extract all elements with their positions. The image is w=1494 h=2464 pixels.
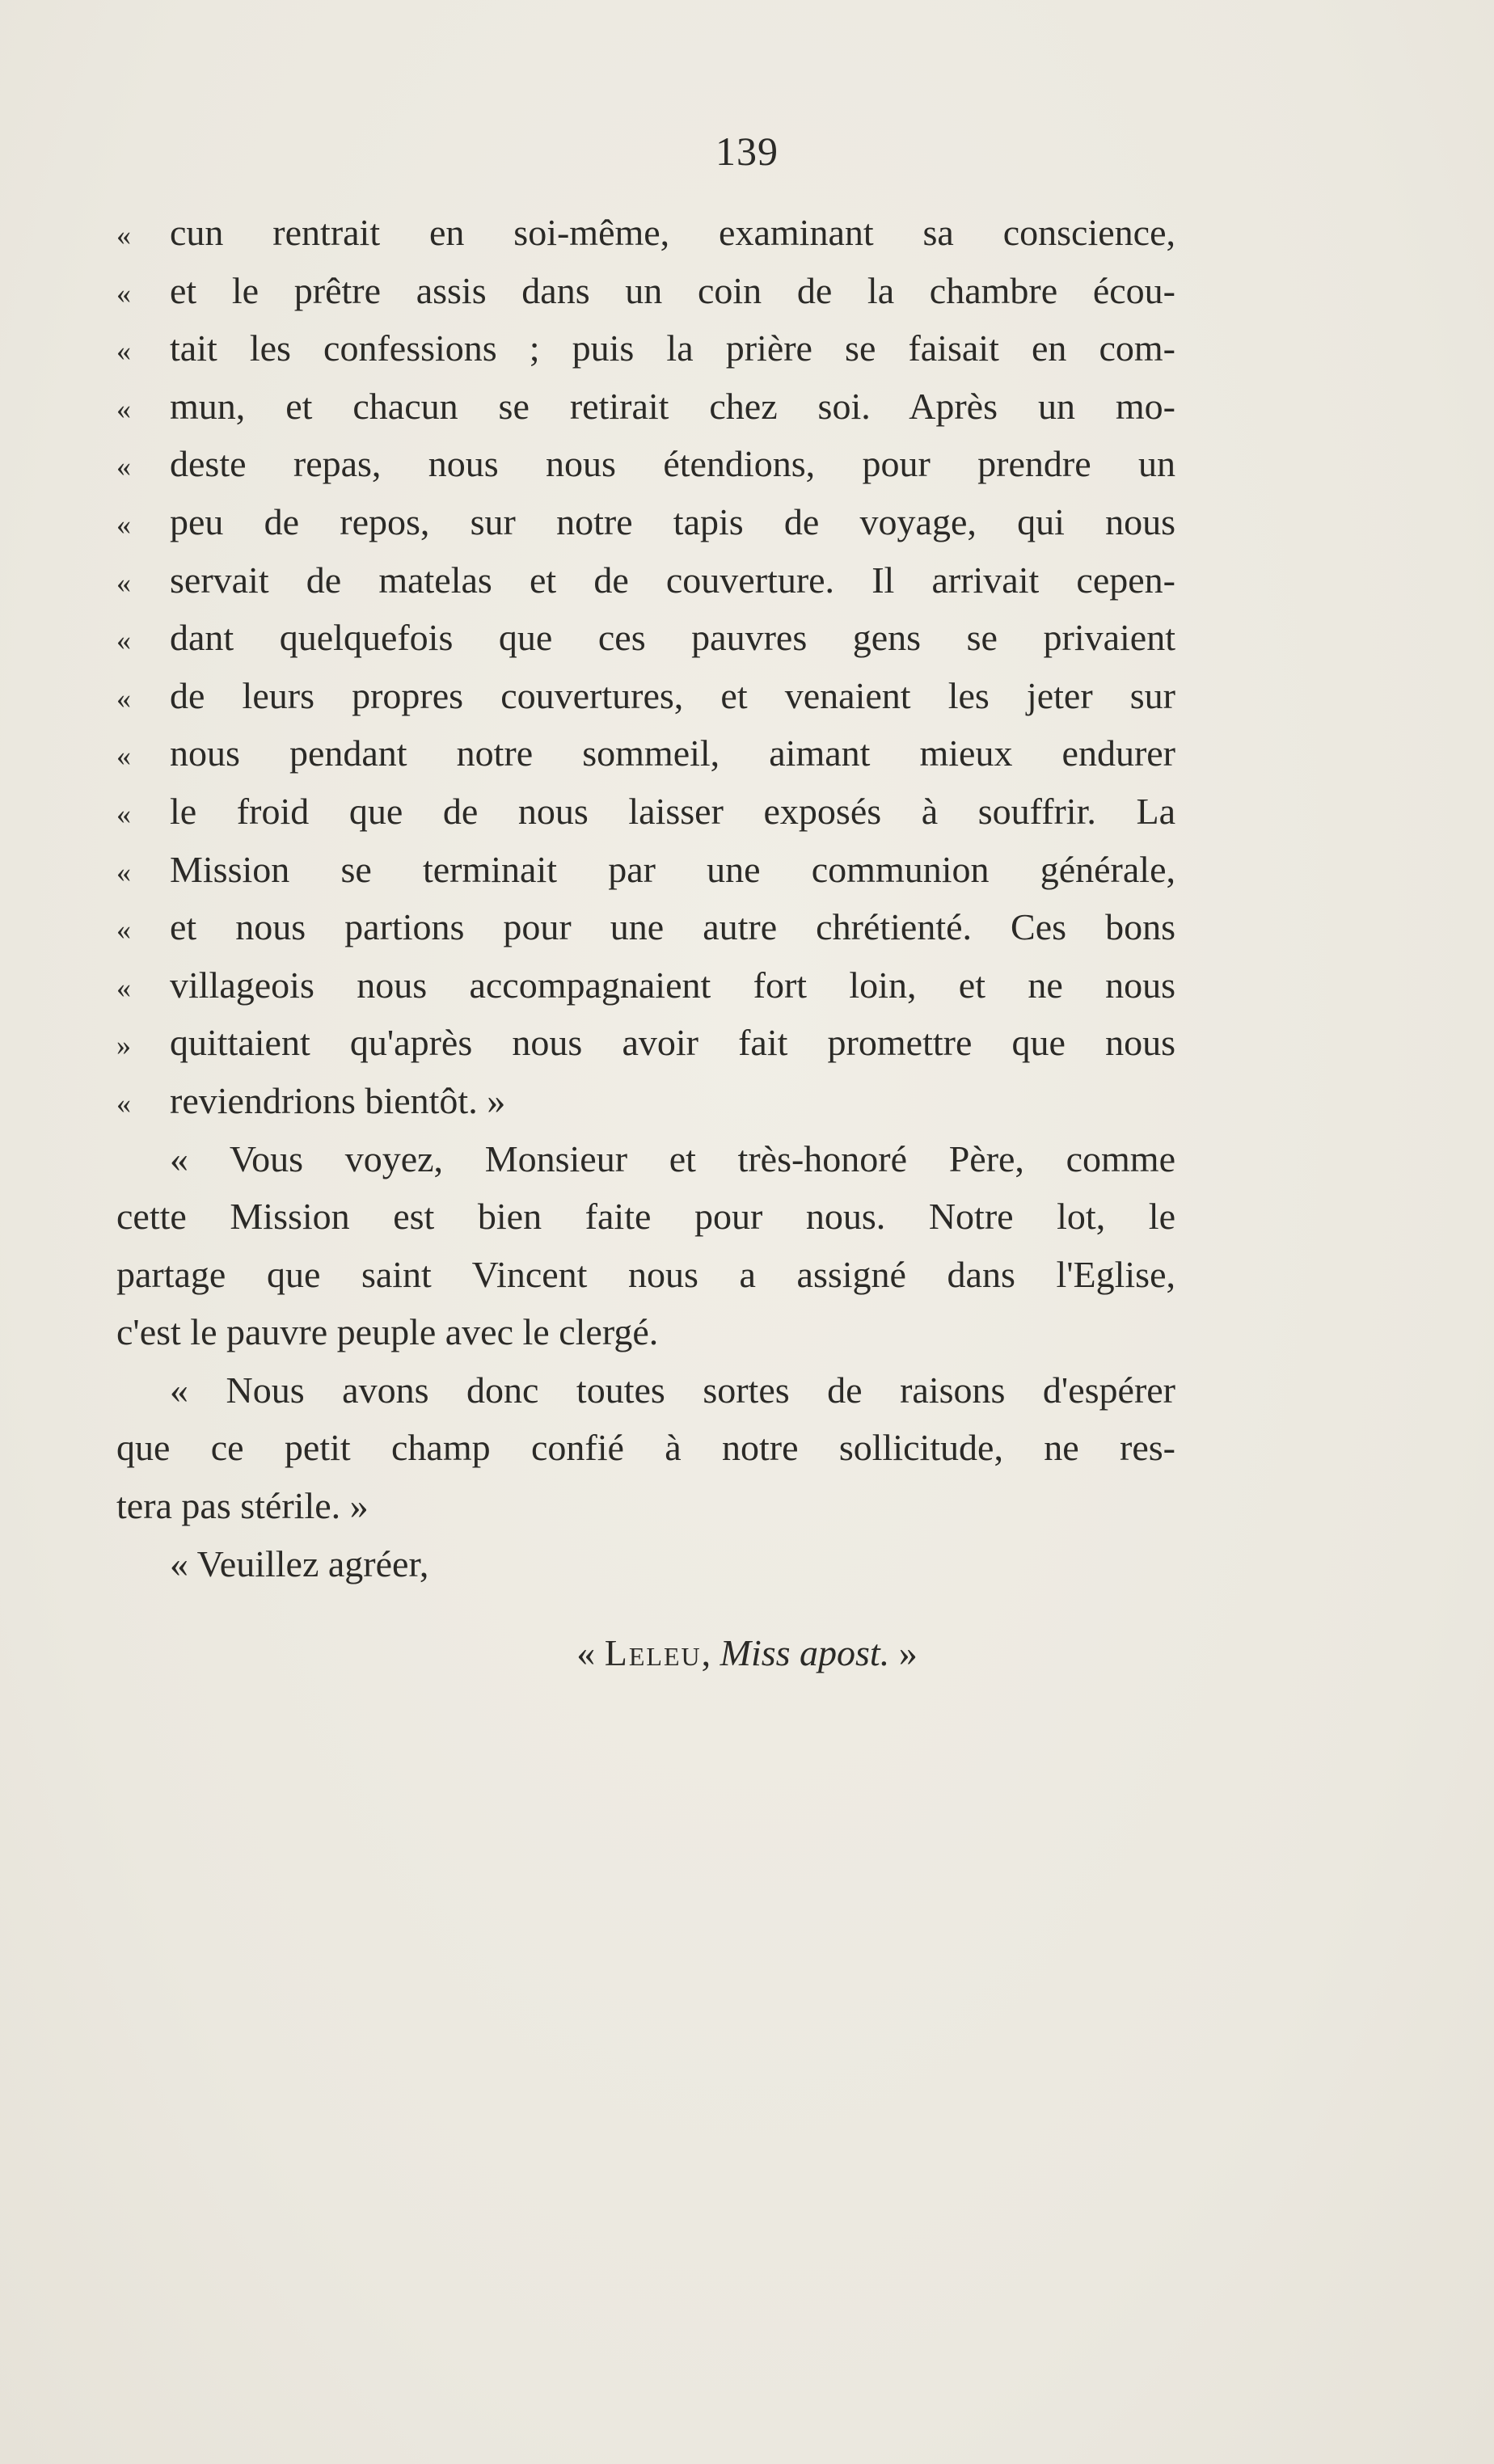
signature-title: Miss apost. xyxy=(720,1632,890,1673)
line-text: dant quelquefois que ces pauvres gens se privaient xyxy=(170,617,1175,659)
quote-mark: « xyxy=(116,335,131,368)
quote-mark: « xyxy=(116,508,131,541)
line-text: mun, et chacun se retirait chez soi. Après un mo- xyxy=(170,385,1175,427)
quote-mark: « xyxy=(116,392,131,425)
line-text: et nous partions pour une autre chrétienté. Ces bons xyxy=(170,906,1175,948)
paragraph-3-line: « Nous avons donc toutes sortes de raisons d'espérer xyxy=(170,1369,1175,1411)
paragraph-2-line: cette Mission est bien faite pour nous. Notre lot, le xyxy=(116,1196,1175,1238)
text-line xyxy=(116,493,1175,551)
line-text: le froid que de nous laisser exposés à souffrir. La xyxy=(170,790,1175,832)
quote-mark: « xyxy=(116,797,131,830)
body-text xyxy=(116,204,1175,1593)
line-text: de leurs propres couvertures, et venaient les jeter sur xyxy=(170,674,1175,716)
page-number: 139 xyxy=(715,129,779,174)
text-line xyxy=(116,435,1175,493)
paragraph-2-line: partage que saint Vincent nous a assigné dans l'Eglise, xyxy=(116,1253,1175,1295)
text-line xyxy=(116,262,1175,320)
paragraph-3-line: tera pas stérile. » xyxy=(116,1485,369,1527)
text-line xyxy=(116,319,1175,378)
quote-mark: « xyxy=(116,681,131,715)
paragraph-2-line: c'est le pauvre peuple avec le clergé. xyxy=(116,1311,659,1353)
paragraph-2-line: « Vous voyez, Monsieur et très-honoré Père, comme xyxy=(170,1137,1175,1179)
line-text: servait de matelas et de couverture. Il arrivait cepen- xyxy=(170,559,1175,601)
quote-mark: « xyxy=(116,219,131,251)
signature-name: Leleu xyxy=(604,1632,702,1673)
text-line xyxy=(116,204,1175,262)
text-line xyxy=(116,956,1175,1015)
quote-mark: « xyxy=(116,276,131,310)
text-line xyxy=(116,1014,1175,1072)
text-line xyxy=(116,841,1175,899)
quote-mark: « xyxy=(116,624,131,657)
line-text: reviendrions bientôt. » xyxy=(170,1079,506,1121)
line-text: Mission se terminait par une communion générale, xyxy=(170,848,1175,890)
quote-mark: « xyxy=(116,450,131,483)
line-text: et le prêtre assis dans un coin de la chambre écou- xyxy=(170,269,1175,311)
signature-open-quote: « xyxy=(576,1632,596,1673)
quote-mark: « xyxy=(116,740,131,773)
text-line xyxy=(116,898,1175,956)
text-line xyxy=(116,783,1175,841)
paragraph-3-line: que ce petit champ confié à notre sollicitude, ne res- xyxy=(116,1427,1175,1469)
text-line xyxy=(116,551,1175,610)
line-text: quittaient qu'après nous avoir fait promettre que nous xyxy=(170,1022,1175,1064)
quote-mark: « xyxy=(116,913,131,947)
signature-close-quote: » xyxy=(898,1632,918,1673)
signature-separator: , xyxy=(701,1632,711,1673)
text-line xyxy=(116,609,1175,667)
line-text: tait les confessions ; puis la prière se faisait en com- xyxy=(170,327,1175,369)
line-text: cun rentrait en soi-même, examinant sa conscience, xyxy=(170,212,1175,253)
text-line xyxy=(116,378,1175,436)
quote-mark: » xyxy=(116,1029,131,1062)
signature xyxy=(0,1631,1494,1674)
line-text: peu de repos, sur notre tapis de voyage, qui nous xyxy=(170,500,1175,542)
quote-mark: « xyxy=(116,971,131,1004)
closing-line: « Veuillez agréer, xyxy=(170,1542,429,1584)
quote-mark: « xyxy=(116,566,131,599)
text-line xyxy=(116,724,1175,783)
line-text: nous pendant notre sommeil, aimant mieux endurer xyxy=(170,732,1175,774)
quote-mark: « xyxy=(116,855,131,888)
line-text: villageois nous accompagnaient fort loin, et ne nous xyxy=(170,964,1175,1006)
text-line xyxy=(116,667,1175,725)
text-line xyxy=(116,1072,1175,1130)
quote-mark: « xyxy=(116,1086,131,1120)
line-text: deste repas, nous nous étendions, pour prendre un xyxy=(170,443,1175,485)
